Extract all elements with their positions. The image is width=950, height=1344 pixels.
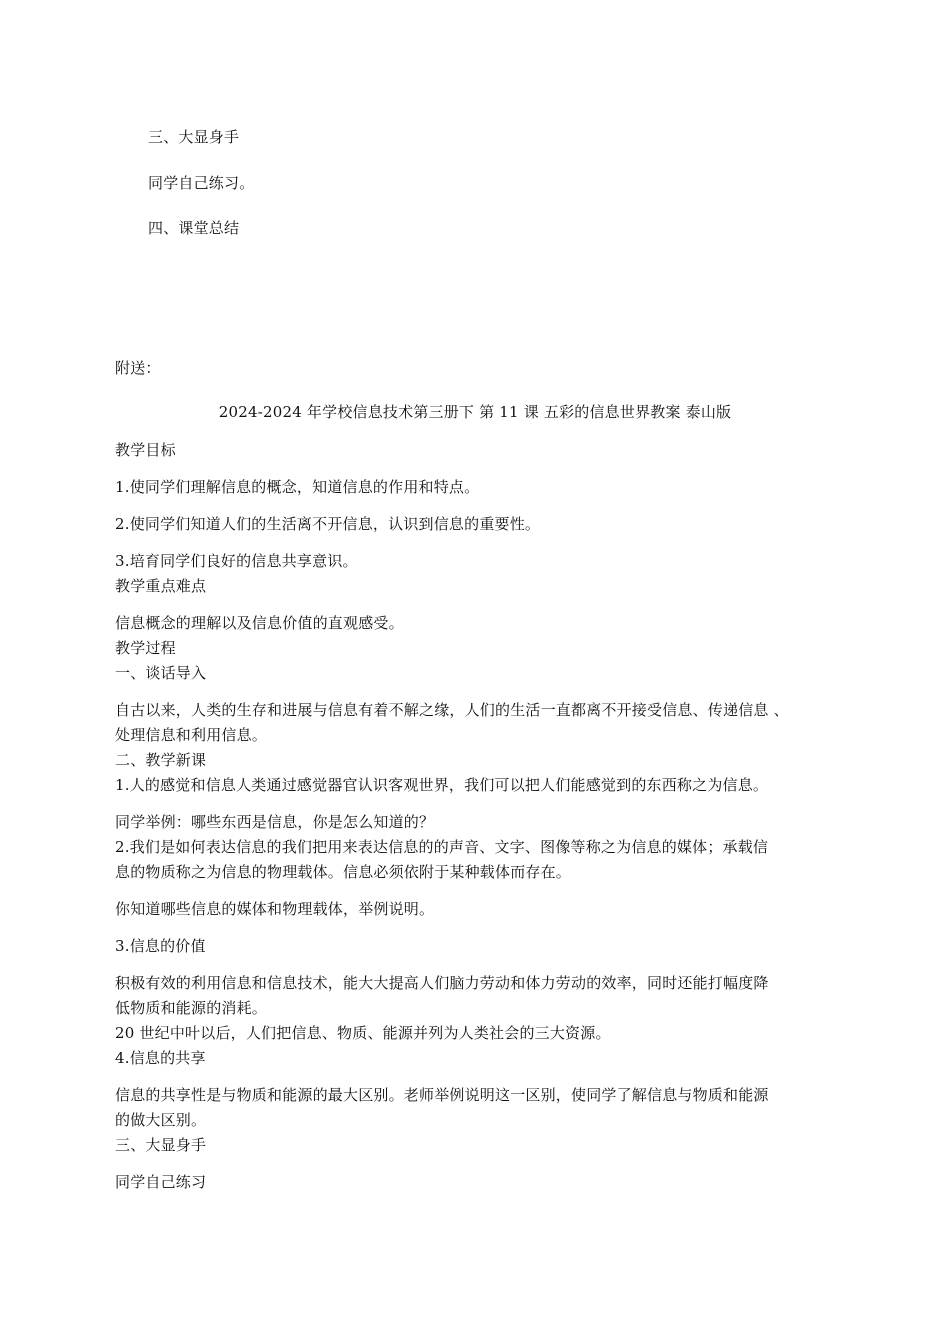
value-line-1: 积极有效的利用信息和信息技术，能大大提高人们脑力劳动和体力劳动的效率，同时还能打幅度降 [115, 974, 769, 992]
point-1: 1.人的感觉和信息人类通过感觉器官认识客观世界，我们可以把人们能感觉到的东西称之为信息。 [115, 776, 769, 794]
value-line-2: 低物质和能源的消耗。 [115, 999, 268, 1017]
point-2-line-1: 2.我们是如何表达信息的我们把用来表达信息的的声音、文字、图像等称之为信息的媒体；承载信 [115, 838, 769, 856]
key-points-heading: 教学重点难点 [115, 577, 207, 595]
value-line-3: 20 世纪中叶以后，人们把信息、物质、能源并列为人类社会的三大资源。 [115, 1024, 611, 1042]
intro-paragraph-line-1: 自古以来，人类的生存和进展与信息有着不解之缘，人们的生活一直都离不开接受信息、传递信息 、 [115, 701, 789, 719]
practice-text-final: 同学自己练习 [115, 1173, 207, 1191]
objective-3: 3.培育同学们良好的信息共享意识。 [115, 552, 358, 570]
new-lesson-heading: 二、教学新课 [115, 751, 207, 769]
section-heading-4: 四、课堂总结 [148, 219, 240, 237]
section-heading-3: 三、大显身手 [148, 128, 240, 146]
point-3: 3.信息的价值 [115, 937, 206, 955]
objectives-heading: 教学目标 [115, 441, 176, 459]
example-prompt: 同学举例：哪些东西是信息，你是怎么知道的？ [115, 813, 435, 831]
appendix-label: 附送： [115, 359, 161, 377]
objective-1: 1.使同学们理解信息的概念，知道信息的作用和特点。 [115, 478, 480, 496]
intro-paragraph-line-2: 处理信息和利用信息。 [115, 726, 268, 744]
intro-heading: 一、谈话导入 [115, 664, 207, 682]
share-line-1: 信息的共享性是与物质和能源的最大区别。老师举例说明这一区别，使同学了解信息与物质和能源 [115, 1086, 769, 1104]
share-line-2: 的做大区别。 [115, 1111, 207, 1129]
lesson-title: 2024-2024 年学校信息技术第三册下 第 11 课 五彩的信息世界教案 泰山版 [218, 403, 732, 421]
practice-heading: 三、大显身手 [115, 1136, 207, 1154]
objective-2: 2.使同学们知道人们的生活离不开信息，认识到信息的重要性。 [115, 515, 541, 533]
point-4: 4.信息的共享 [115, 1049, 206, 1067]
process-heading: 教学过程 [115, 639, 176, 657]
practice-text: 同学自己练习。 [148, 174, 255, 192]
point-2-line-2: 息的物质称之为信息的物理载体。信息必须依附于某种载体而存在。 [115, 863, 572, 881]
media-question: 你知道哪些信息的媒体和物理载体，举例说明。 [115, 900, 435, 918]
key-points-text: 信息概念的理解以及信息价值的直观感受。 [115, 614, 404, 632]
